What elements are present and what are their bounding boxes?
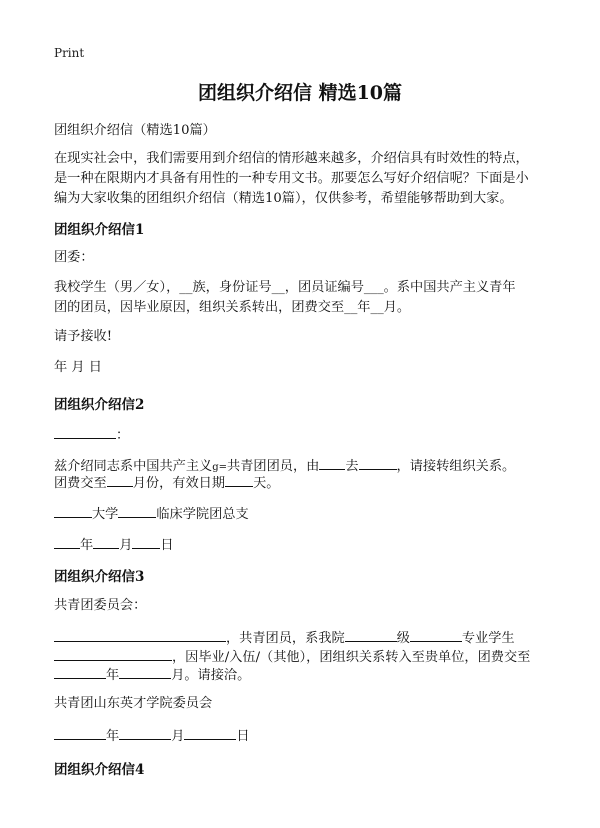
letter-2-text: ，请接转组织关系。 <box>396 459 516 474</box>
letter-3-text: 年 <box>106 729 120 744</box>
print-link[interactable]: Print <box>54 46 85 60</box>
letter-1-closing: 请予接收! <box>54 329 113 344</box>
fee-month-blank <box>119 664 171 679</box>
name-blank <box>54 627 226 642</box>
days-blank <box>225 472 253 487</box>
letter-3-text: ，因毕业/入伍/（其他），团组织关系转入至贵单位，团费交至 <box>172 650 531 665</box>
letter-2-text: 大学 <box>92 507 119 522</box>
letter-2-text: 月 <box>119 538 133 553</box>
letter-3-line-3 <box>54 664 554 686</box>
day-blank <box>184 725 236 740</box>
letter-3-text: 月。请接洽。 <box>171 668 251 683</box>
letter-2-body-line-2 <box>54 472 554 494</box>
letter-2-text: 月份，有效日期 <box>132 476 226 491</box>
year-blank <box>54 725 106 740</box>
letter-3-heading: 团组织介绍信3 <box>54 569 145 585</box>
intro-paragraph <box>54 149 554 209</box>
intro-line: 在现实社会中，我们需要用到介绍信的情形越来越多，介绍信具有时效性的特点， <box>54 151 529 166</box>
fee-year-blank <box>54 664 106 679</box>
letter-4-heading: 团组织介绍信4 <box>54 762 145 778</box>
letter-3-text: 月 <box>171 729 185 744</box>
letter-2-text: 团费交至 <box>54 476 107 491</box>
letter-2-text: 兹介绍同志系中国共产主义 <box>54 459 213 474</box>
to-blank <box>359 455 397 470</box>
reason-blank <box>54 646 172 661</box>
letter-3-signature: 共青团山东英才学院委员会 <box>54 696 213 711</box>
letter-3-date <box>54 725 554 747</box>
letter-2-text: 去 <box>345 459 359 474</box>
letter-2-heading: 团组织介绍信2 <box>54 397 145 413</box>
letter-2-text: 日 <box>160 538 174 553</box>
letter-2-text: g= <box>212 462 228 473</box>
letter-3-text: ，共青团员，系我院 <box>226 631 345 646</box>
recipient-blank <box>54 424 116 439</box>
letter-3-text: 日 <box>236 729 250 744</box>
letter-2-text: 天。 <box>253 476 280 491</box>
letter-1-body-line: 团的团员，因毕业原因，组织关系转出，团费交至__年__月。 <box>54 300 411 315</box>
letter-1-date: 年 月 日 <box>54 360 102 375</box>
letter-2-text: 年 <box>80 538 94 553</box>
letter-2-date <box>54 534 554 556</box>
intro-line: 是一种在限期内才具备有用性的一种专用文书。那要怎么写好介绍信呢？下面是小 <box>54 171 529 186</box>
day-blank <box>132 534 160 549</box>
letter-1-heading: 团组织介绍信1 <box>54 222 145 238</box>
letter-1-body <box>54 278 554 318</box>
recipient-colon: ： <box>116 428 130 443</box>
university-blank <box>54 503 92 518</box>
intro-line: 编为大家收集的团组织介绍信（精选10篇），仅供参考，希望能够帮助到大家。 <box>54 191 513 206</box>
letter-3-text: 年 <box>106 668 120 683</box>
letter-1-salutation: 团委： <box>54 250 94 265</box>
month-blank <box>93 534 119 549</box>
letter-2-recipient-line <box>54 424 554 446</box>
from-blank <box>319 455 345 470</box>
document-subtitle: 团组织介绍信（精选10篇） <box>54 123 216 138</box>
letter-2-signature <box>54 503 554 525</box>
letter-1-body-line: 我校学生（男／女），__族，身份证号__，团员证编号___。系中国共产主义青年 <box>54 280 516 295</box>
letter-3-text: 专业学生 <box>461 631 515 646</box>
grade-blank <box>345 627 397 642</box>
letter-2-text: 临床学院团总支 <box>156 507 249 522</box>
month-blank <box>107 472 133 487</box>
year-blank <box>54 534 80 549</box>
letter-3-salutation: 共青团委员会： <box>54 598 147 613</box>
college-blank <box>118 503 156 518</box>
letter-2-text: 共青团团员，由 <box>227 459 320 474</box>
document-title: 团组织介绍信 精选10篇 <box>197 82 403 104</box>
month-blank <box>119 725 171 740</box>
letter-3-text: 级 <box>396 631 410 646</box>
major-blank <box>410 627 462 642</box>
